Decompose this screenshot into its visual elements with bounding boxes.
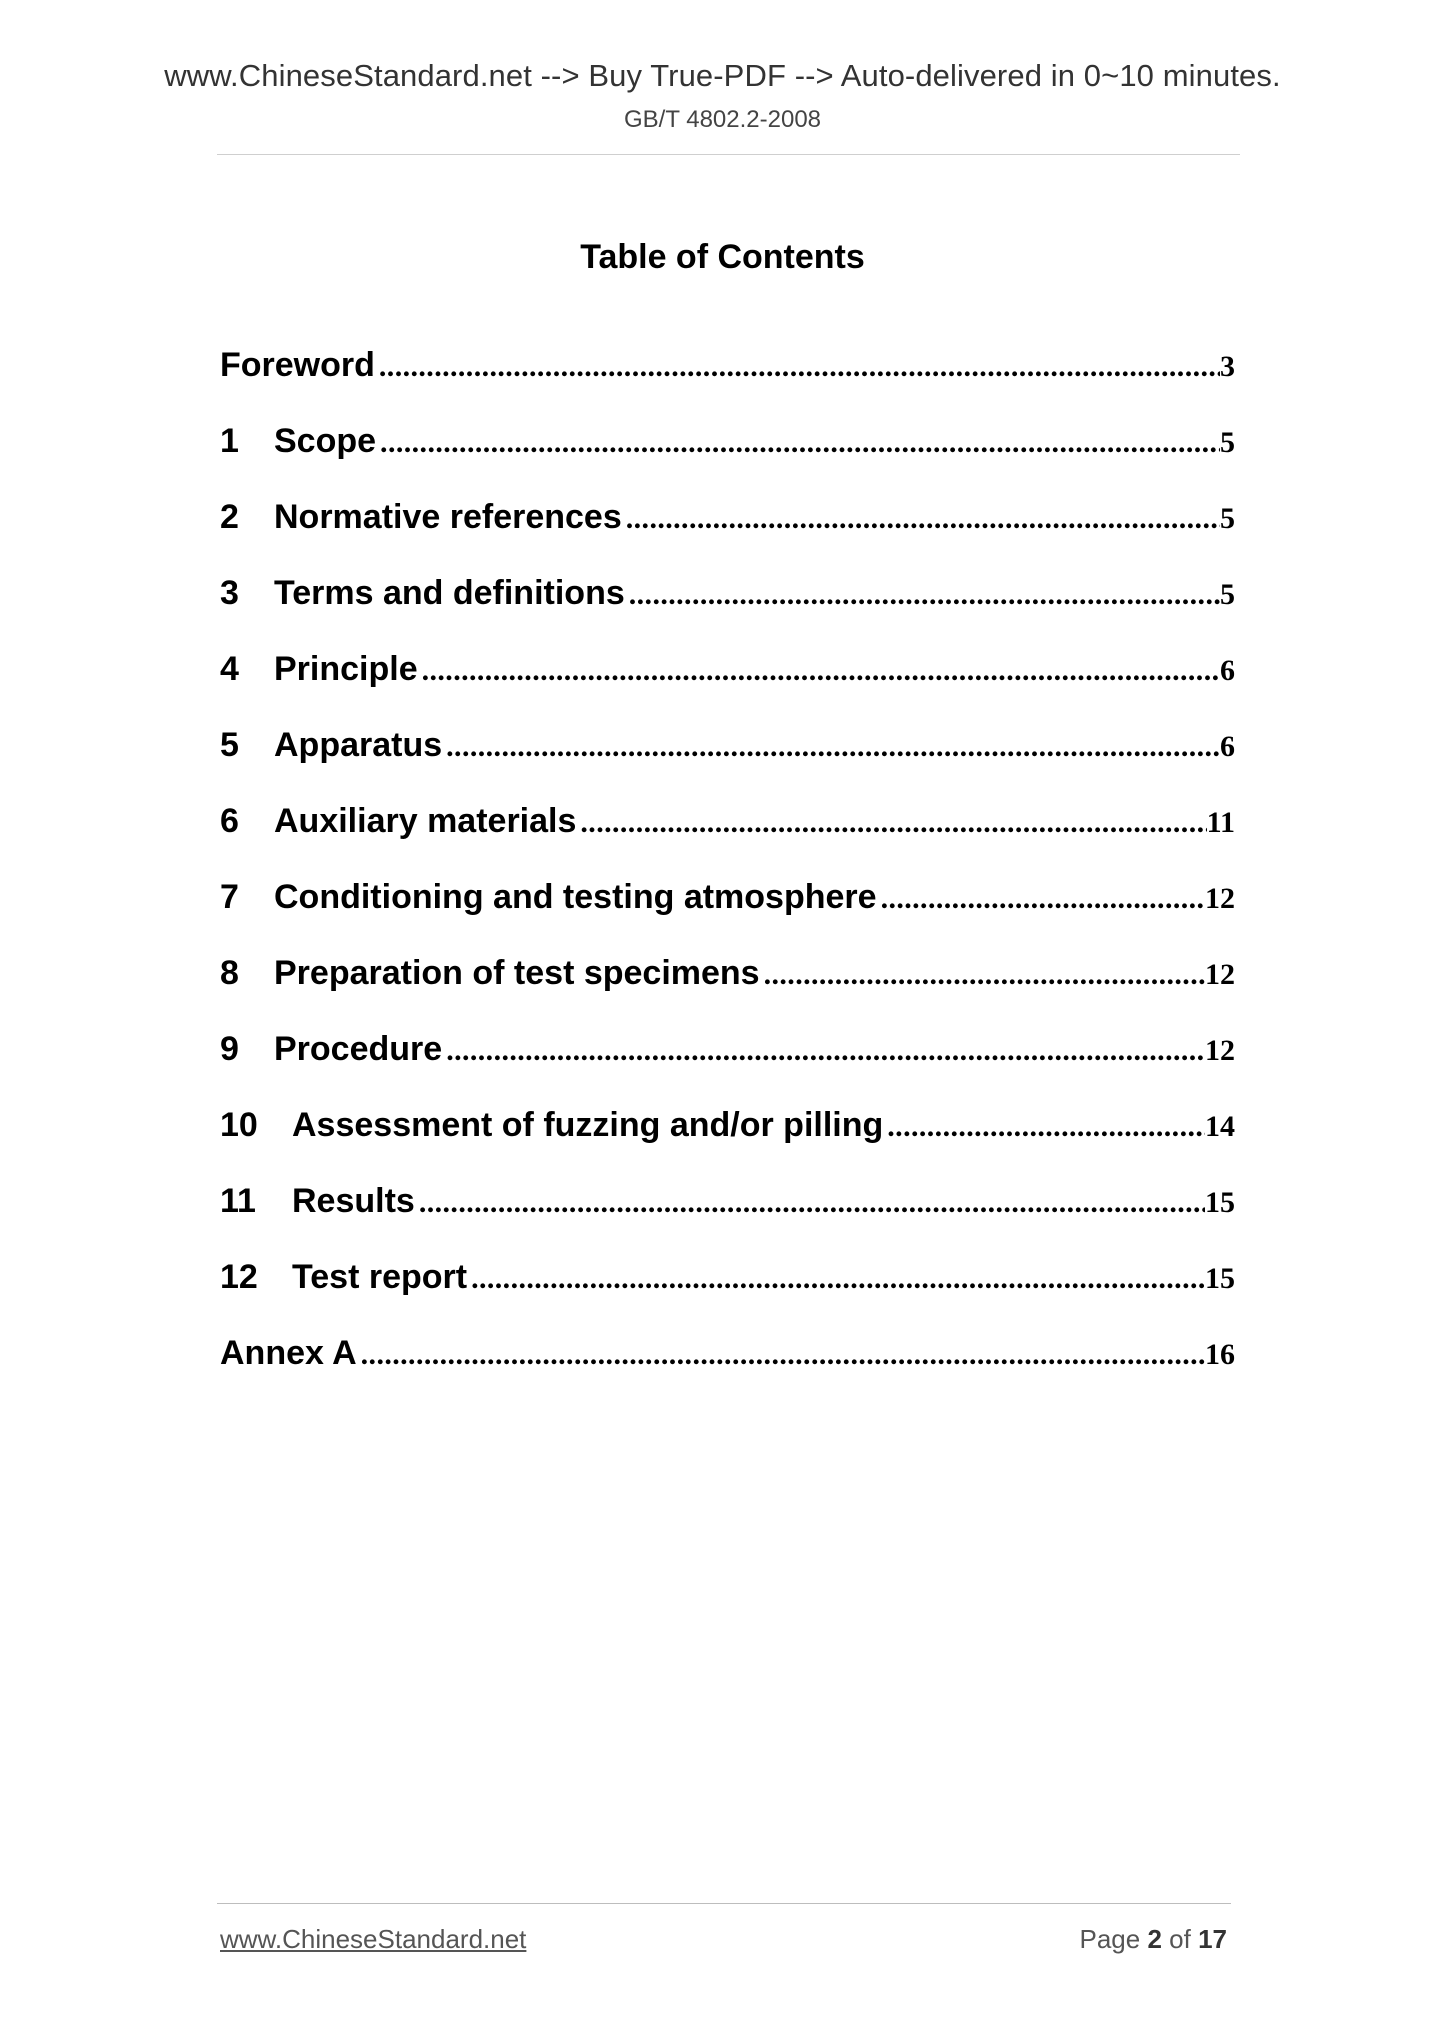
toc-entry-label: Test report: [292, 1258, 468, 1296]
toc-entry[interactable]: [220, 990, 1235, 1066]
toc-entry-number: 10: [220, 1106, 258, 1144]
toc-entry-label: Results: [292, 1182, 415, 1220]
header-divider: [217, 154, 1240, 155]
toc-title: Table of Contents: [580, 238, 865, 276]
toc-entry-label: Preparation of test specimens: [274, 954, 760, 992]
current-page-number: 2: [1147, 1924, 1162, 1954]
toc-entry[interactable]: [220, 1066, 1235, 1142]
toc-entry-number: 4: [220, 650, 239, 688]
toc-entry-page: 5: [1220, 426, 1235, 459]
toc-dot-leader: [580, 808, 1206, 838]
toc-entry-page: 15: [1205, 1262, 1235, 1295]
toc-entry[interactable]: [220, 838, 1235, 914]
toc-entry-label: Assessment of fuzzing and/or pilling: [292, 1106, 884, 1144]
toc-entry-number: 2: [220, 498, 239, 536]
toc-dot-leader: [422, 656, 1220, 686]
toc-dot-leader: [380, 428, 1220, 458]
page-indicator: [1079, 1924, 1227, 1955]
table-of-contents: [220, 306, 1235, 1370]
toc-entry-page: 16: [1205, 1338, 1235, 1371]
toc-entry-label: Normative references: [274, 498, 622, 536]
footer-divider: [217, 1903, 1231, 1904]
toc-dot-leader: [379, 352, 1220, 382]
toc-entry-page: 3: [1220, 350, 1235, 383]
toc-entry[interactable]: [220, 382, 1235, 458]
toc-entry-page: 11: [1206, 806, 1235, 839]
footer-site-link[interactable]: www.ChineseStandard.net: [220, 1924, 527, 1954]
toc-entry-page: 12: [1205, 882, 1235, 915]
toc-dot-leader: [361, 1340, 1205, 1370]
toc-entry[interactable]: [220, 762, 1235, 838]
page-of: of: [1169, 1924, 1191, 1954]
toc-entry[interactable]: [220, 306, 1235, 382]
toc-entry-label: Annex A: [220, 1334, 357, 1372]
toc-dot-leader: [881, 884, 1205, 914]
toc-entry[interactable]: [220, 610, 1235, 686]
toc-entry[interactable]: [220, 458, 1235, 534]
toc-entry-label: Procedure: [274, 1030, 443, 1068]
page-prefix: Page: [1079, 1924, 1141, 1954]
toc-entry-label: Foreword: [220, 346, 375, 384]
standard-code: GB/T 4802.2-2008: [623, 106, 822, 133]
toc-dot-leader: [446, 1036, 1205, 1066]
toc-entry-number: 7: [220, 878, 239, 916]
toc-entry-label: Principle: [274, 650, 418, 688]
toc-entry-label: Apparatus: [274, 726, 443, 764]
toc-entry[interactable]: [220, 1294, 1235, 1370]
toc-entry-label: Auxiliary materials: [274, 802, 577, 840]
toc-entry-page: 14: [1205, 1110, 1235, 1143]
toc-entry-page: 6: [1220, 654, 1235, 687]
toc-entry[interactable]: [220, 1142, 1235, 1218]
header-banner: www.ChineseStandard.net --> Buy True-PDF --> Auto-delivered in 0~10 minutes.: [164, 58, 1281, 93]
toc-entry[interactable]: [220, 1218, 1235, 1294]
toc-entry-page: 6: [1220, 730, 1235, 763]
toc-entry-label: Scope: [274, 422, 377, 460]
toc-dot-leader: [471, 1264, 1205, 1294]
toc-dot-leader: [629, 580, 1220, 610]
toc-entry-label: Terms and definitions: [274, 574, 625, 612]
toc-dot-leader: [446, 732, 1220, 762]
toc-entry-page: 5: [1220, 578, 1235, 611]
toc-dot-leader: [626, 504, 1220, 534]
toc-entry-page: 12: [1205, 1034, 1235, 1067]
toc-entry[interactable]: [220, 914, 1235, 990]
toc-entry[interactable]: [220, 686, 1235, 762]
toc-entry-number: 1: [220, 422, 239, 460]
toc-entry-number: 5: [220, 726, 239, 764]
toc-entry-page: 15: [1205, 1186, 1235, 1219]
toc-entry-number: 6: [220, 802, 239, 840]
toc-dot-leader: [887, 1112, 1205, 1142]
toc-entry-number: 8: [220, 954, 239, 992]
toc-entry-label: Conditioning and testing atmosphere: [274, 878, 877, 916]
toc-entry-number: 12: [220, 1258, 258, 1296]
total-pages: 17: [1198, 1924, 1227, 1954]
toc-entry-page: 5: [1220, 502, 1235, 535]
toc-entry-number: 3: [220, 574, 239, 612]
toc-dot-leader: [419, 1188, 1205, 1218]
toc-dot-leader: [764, 960, 1205, 990]
toc-entry-number: 11: [220, 1182, 256, 1220]
toc-entry[interactable]: [220, 534, 1235, 610]
toc-entry-number: 9: [220, 1030, 239, 1068]
toc-entry-page: 12: [1205, 958, 1235, 991]
